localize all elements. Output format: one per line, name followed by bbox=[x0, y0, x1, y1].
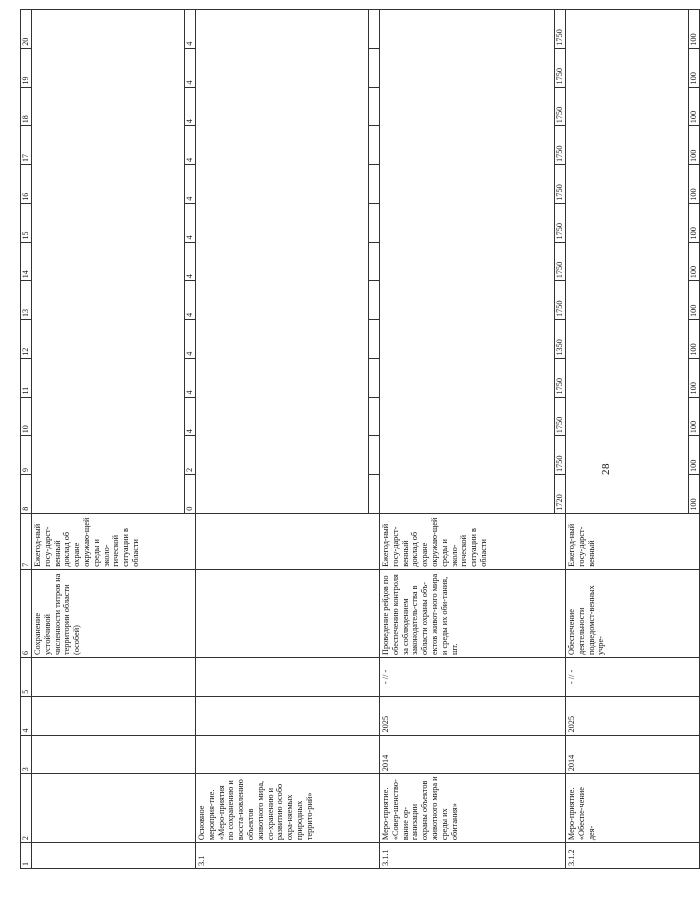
executor bbox=[196, 658, 380, 697]
value-cell bbox=[369, 281, 380, 320]
column-number: 17 bbox=[21, 126, 32, 165]
column-number: 9 bbox=[21, 436, 32, 475]
column-number: 10 bbox=[21, 397, 32, 436]
source: Ежегод-ный госу-дарст-венный bbox=[566, 513, 700, 569]
indicator: Обеспечение деятельности подведомст-венных учре- bbox=[566, 569, 700, 657]
column-number: 11 bbox=[21, 358, 32, 397]
value-cell: 1750 bbox=[555, 436, 566, 475]
value-cell: 1750 bbox=[555, 48, 566, 87]
end-year: 2025 bbox=[380, 696, 566, 735]
program-table bbox=[20, 9, 700, 869]
value-cell bbox=[369, 320, 380, 359]
value-cell: 1750 bbox=[555, 10, 566, 49]
column-number: 1 bbox=[21, 843, 32, 869]
value-cell bbox=[369, 358, 380, 397]
value-cell: 2 bbox=[185, 436, 196, 475]
value-cell: 100 bbox=[689, 87, 700, 126]
table-body bbox=[21, 10, 700, 869]
start-year bbox=[196, 735, 380, 774]
table-row bbox=[380, 10, 555, 869]
column-number: 8 bbox=[21, 475, 32, 514]
value-cell: 100 bbox=[689, 281, 700, 320]
column-number: 15 bbox=[21, 203, 32, 242]
value-cell bbox=[369, 242, 380, 281]
value-cell: 0 bbox=[185, 475, 196, 514]
start-year: 2014 bbox=[566, 735, 700, 774]
value-cell bbox=[369, 203, 380, 242]
value-cell: 1750 bbox=[555, 87, 566, 126]
column-number: 12 bbox=[21, 320, 32, 359]
column-number: 5 bbox=[21, 658, 32, 697]
row-id: 3.1.1 bbox=[380, 843, 566, 869]
value-cell: 4 bbox=[185, 281, 196, 320]
indicator bbox=[196, 569, 380, 657]
value-area bbox=[32, 10, 185, 514]
value-cell: 4 bbox=[185, 48, 196, 87]
executor: - // - bbox=[566, 658, 700, 697]
row-id bbox=[32, 843, 196, 869]
column-number: 13 bbox=[21, 281, 32, 320]
value-cell: 4 bbox=[185, 87, 196, 126]
value-cell: 100 bbox=[689, 203, 700, 242]
value-cell: 4 bbox=[185, 165, 196, 204]
value-cell bbox=[369, 10, 380, 49]
value-cell: 1750 bbox=[555, 242, 566, 281]
column-number: 2 bbox=[21, 774, 32, 843]
start-year: 2014 bbox=[380, 735, 566, 774]
value-cell: 1720 bbox=[555, 475, 566, 514]
end-year: 2025 bbox=[566, 696, 700, 735]
value-cell: 1750 bbox=[555, 358, 566, 397]
value-area bbox=[196, 10, 369, 514]
measure-name: Меро-приятие. «Обеспе-чение дея- bbox=[566, 774, 700, 843]
value-cell: 100 bbox=[689, 320, 700, 359]
column-number: 16 bbox=[21, 165, 32, 204]
value-cell: 4 bbox=[185, 126, 196, 165]
column-number: 7 bbox=[21, 513, 32, 569]
value-area bbox=[566, 10, 689, 514]
measure-name: Основное мероприя-тие. «Меро-приятия по сохранению и восста-новлению объектов животного мира, со-хранению и развитию особо охра-няемых природных террито-рий» bbox=[196, 774, 380, 843]
source bbox=[196, 513, 380, 569]
value-cell bbox=[369, 87, 380, 126]
value-cell: 100 bbox=[689, 48, 700, 87]
value-cell: 100 bbox=[689, 165, 700, 204]
row-id: 3.1 bbox=[196, 843, 380, 869]
column-number: 19 bbox=[21, 48, 32, 87]
start-year bbox=[32, 735, 196, 774]
value-cell: 1750 bbox=[555, 203, 566, 242]
row-id: 3.1.2 bbox=[566, 843, 700, 869]
column-number: 14 bbox=[21, 242, 32, 281]
column-number: 20 bbox=[21, 10, 32, 49]
value-cell: 100 bbox=[689, 475, 700, 514]
value-cell: 4 bbox=[185, 10, 196, 49]
table-row bbox=[32, 10, 185, 869]
column-number-row bbox=[21, 10, 32, 869]
source: Ежегод-ный госу-дарст-венный доклад об охране окружаю-щей среды и эколо-гической ситуации в области bbox=[32, 513, 196, 569]
executor bbox=[32, 658, 196, 697]
end-year bbox=[196, 696, 380, 735]
page-number: 28 bbox=[600, 463, 612, 475]
value-cell: 4 bbox=[185, 203, 196, 242]
measure-name: Меро-приятие. «Совер-шенство-вание ор-ганизации охраны объектов животного мира и среды их обитания» bbox=[380, 774, 566, 843]
value-cell bbox=[369, 436, 380, 475]
column-number: 6 bbox=[21, 569, 32, 657]
table-row bbox=[196, 10, 369, 869]
source: Ежегод-ный госу-дарст-венный доклад об охране окружаю-щей среды и эколо-гической ситуации в области bbox=[380, 513, 566, 569]
value-cell: 100 bbox=[689, 397, 700, 436]
end-year bbox=[32, 696, 196, 735]
value-cell: 100 bbox=[689, 436, 700, 475]
column-number: 4 bbox=[21, 696, 32, 735]
value-cell: 100 bbox=[689, 10, 700, 49]
value-cell: 4 bbox=[185, 358, 196, 397]
value-cell: 100 bbox=[689, 358, 700, 397]
column-number: 18 bbox=[21, 87, 32, 126]
measure-name bbox=[32, 774, 196, 843]
value-cell: 100 bbox=[689, 126, 700, 165]
value-cell: 1750 bbox=[555, 397, 566, 436]
value-cell bbox=[369, 48, 380, 87]
value-cell: 1750 bbox=[555, 281, 566, 320]
value-cell bbox=[369, 126, 380, 165]
value-cell: 1750 bbox=[555, 165, 566, 204]
indicator: Сохранение устойчивой численности титров на территории области (особей) bbox=[32, 569, 196, 657]
value-cell bbox=[369, 397, 380, 436]
value-cell: 4 bbox=[185, 242, 196, 281]
value-cell bbox=[369, 475, 380, 514]
value-cell: 1750 bbox=[555, 126, 566, 165]
value-cell: 100 bbox=[689, 242, 700, 281]
value-cell: 1350 bbox=[555, 320, 566, 359]
indicator: Проведение рейдов по обеспечению контроля за соблюдением законодатель-ства в области охраны объ-ектов живот-ного мира и среды их оби-тания, шт. bbox=[380, 569, 566, 657]
value-cell: 4 bbox=[185, 397, 196, 436]
table-row bbox=[566, 10, 689, 869]
executor: - // - bbox=[380, 658, 566, 697]
value-area bbox=[380, 10, 555, 514]
value-cell bbox=[369, 165, 380, 204]
value-cell: 4 bbox=[185, 320, 196, 359]
column-number: 3 bbox=[21, 735, 32, 774]
